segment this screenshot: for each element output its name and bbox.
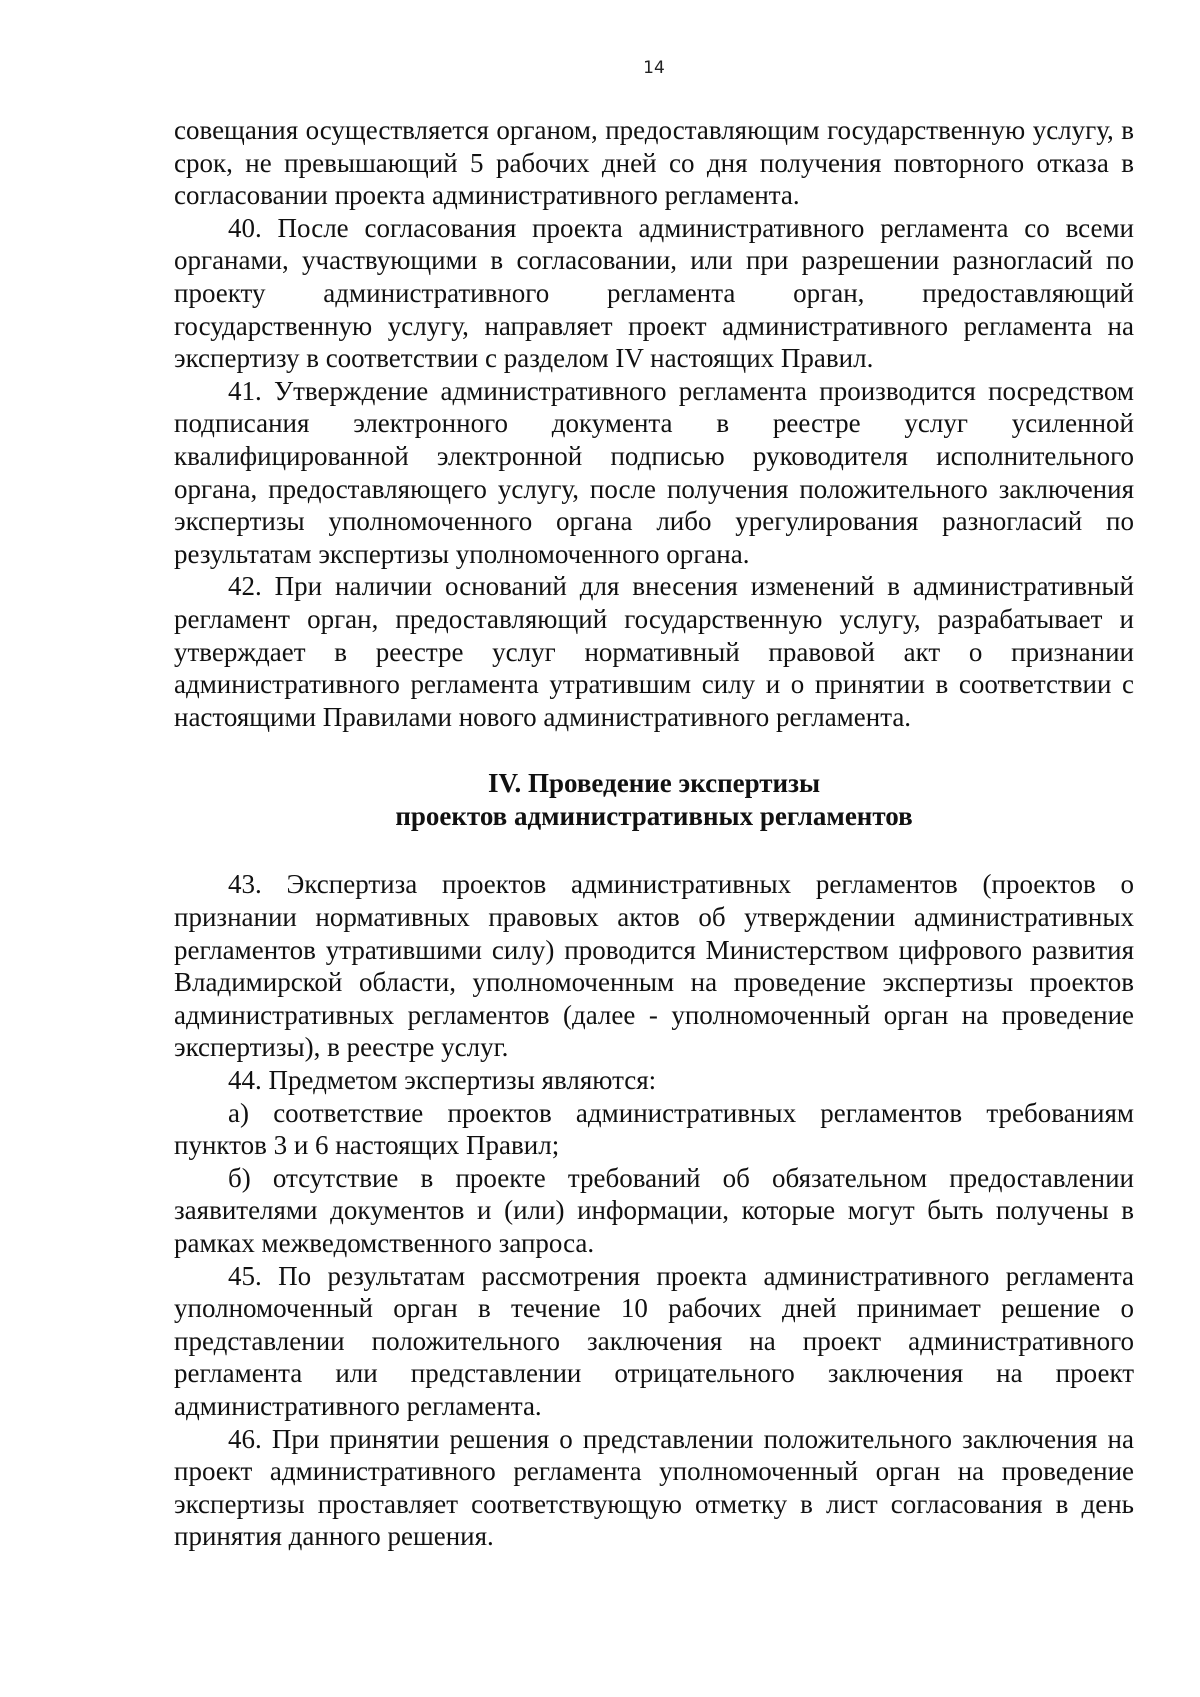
paragraph-42: 42. При наличии оснований для внесения изменений в административный регламент орган, предоставляющий государственную услугу, разрабатывает и утверждает в реестре услуг нормативный правовой акт о признании административного регламента утратившим силу и о принятии в соответствии с настоящими Правилами нового административного регламента. (174, 571, 1134, 732)
paragraph-45: 45. По результатам рассмотрения проекта административного регламента уполномоченный орган в течение 10 рабочих дней принимает решение о представлении положительного заключения на проект административного регламента или представлении отрицательного заключения на проект административного регламента. (174, 1260, 1134, 1421)
paragraph-41: 41. Утверждение административного регламента производится посредством подписания электронного документа в реестре услуг усиленной квалифицированной электронной подписью руководителя исполнительного органа, предоставляющего услугу, после получения положительного заключения экспертизы уполномоченного органа либо урегулирования разногласий по результатам экспертизы уполномоченного органа. (174, 375, 1134, 569)
paragraph-continuation: совещания осуществляется органом, предоставляющим государственную услугу, в срок, не превышающий 5 рабочих дней со дня получения повторного отказа в согласовании проекта административного регламента. (174, 115, 1134, 211)
paragraph-40: 40. После согласования проекта административного регламента со всеми органами, участвующими в согласовании, или при разрешении разногласий по проекту административного регламента орган, предоставляющий государственную услугу, направляет проект административного регламента на экспертизу в соответствии с разделом IV настоящих Правил. (174, 212, 1134, 374)
paragraph-46: 46. При принятии решения о представлении положительного заключения на проект административного регламента уполномоченный орган на проведение экспертизы проставляет соответствующую отметку в лист согласования в день принятия данного решения. (174, 1423, 1134, 1552)
paragraph-43: 43. Экспертиза проектов административных регламентов (проектов о признании нормативных правовых актов об утверждении административных регламентов утратившими силу) проводится Министерством цифрового развития Владимирской области, уполномоченным на проведение экспертизы проектов административных регламентов (далее - уполномоченный орган на проведение экспертизы), в реестре услуг. (174, 869, 1134, 1063)
section-heading-line2: проектов административных регламентов (395, 800, 913, 831)
paragraph-44: 44. Предметом экспертизы являются: (228, 1065, 657, 1096)
page-number: 14 (643, 58, 665, 78)
paragraph-44-b: б) отсутствие в проекте требований об обязательном предоставлении заявителями документов и (или) информации, которые могут быть получены в рамках межведомственного запроса. (174, 1162, 1134, 1258)
paragraph-44-a: а) соответствие проектов административных регламентов требованиям пунктов 3 и 6 настоящих Правил; (174, 1097, 1134, 1161)
section-heading-line1: IV. Проведение экспертизы (487, 768, 821, 799)
document-body (174, 114, 1134, 1553)
section-heading (174, 767, 1134, 832)
